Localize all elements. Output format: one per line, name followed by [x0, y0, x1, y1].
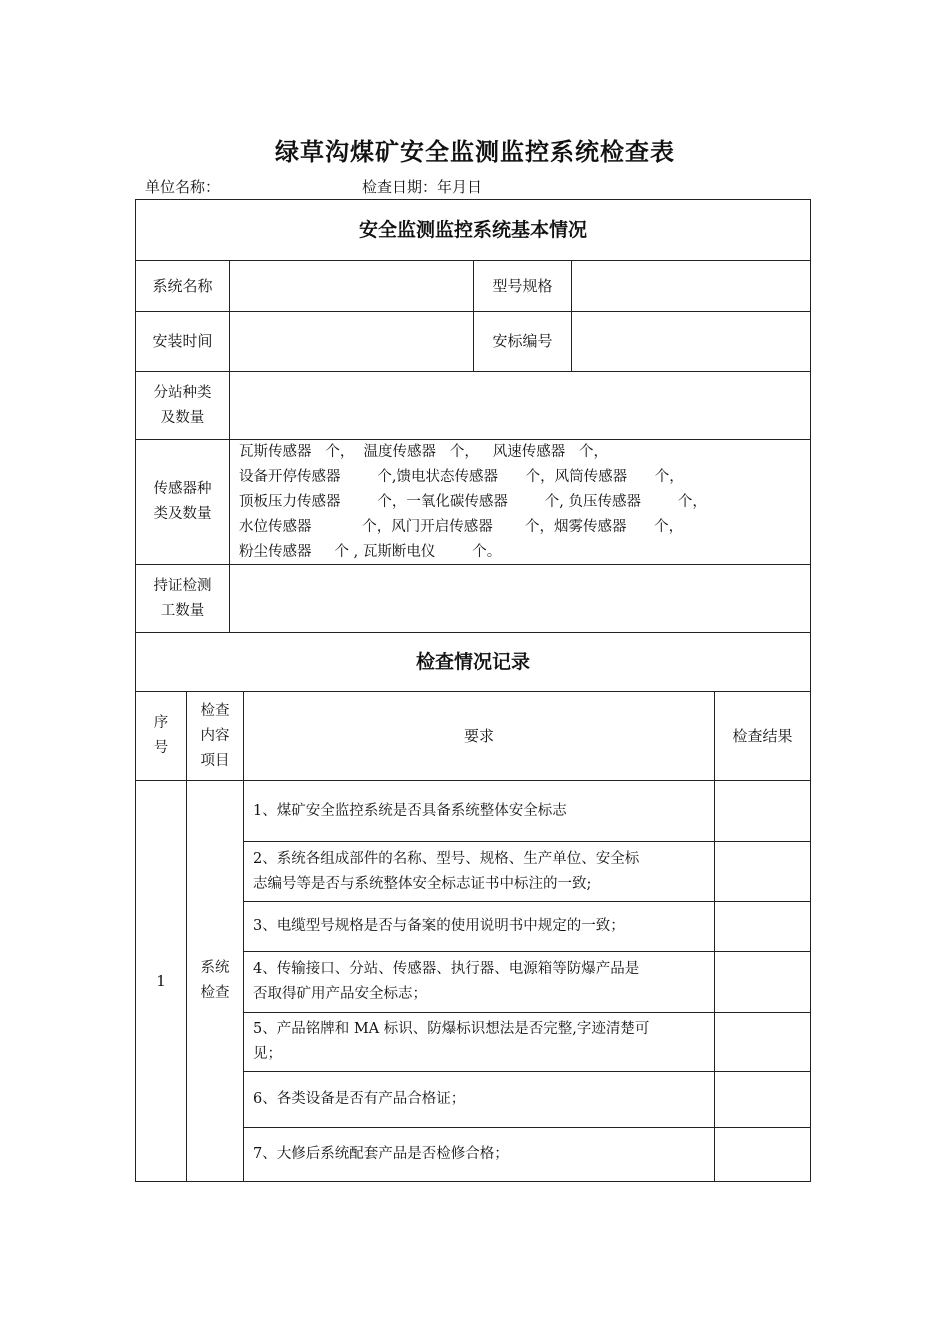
requirement-text: 4、传输接口、分站、传感器、执行器、电源箱等防爆产品是	[253, 961, 640, 977]
sensor-line: 水位传感器 个，风门开启传感器 个，烟雾传感器 个，	[239, 518, 684, 535]
model-spec-label: 型号规格	[473, 260, 572, 312]
model-spec-field[interactable]	[571, 260, 811, 312]
result-cell[interactable]	[714, 780, 811, 842]
result-cell[interactable]	[714, 951, 811, 1013]
substation-field[interactable]	[229, 371, 811, 440]
sensor-line: 瓦斯传感器 个， 温度传感器 个， 风速传感器 个，	[239, 443, 609, 460]
sensor-label	[135, 439, 230, 565]
col-no-line2: 号	[153, 740, 169, 756]
col-item-line2: 内容	[200, 727, 230, 744]
requirement-text: 1、煤矿安全监控系统是否具备系统整体安全标志	[253, 802, 567, 819]
requirement-row	[243, 1127, 715, 1182]
requirement-text: 见；	[253, 1046, 282, 1062]
requirement-row	[243, 841, 715, 902]
sensor-list[interactable]	[229, 439, 811, 565]
col-result-header: 检查结果	[714, 691, 811, 781]
substation-label-line2: 及数量	[160, 409, 205, 426]
system-name-label: 系统名称	[135, 260, 230, 312]
certified-label	[135, 564, 230, 633]
row-number: 1	[135, 780, 187, 1182]
certified-field[interactable]	[229, 564, 811, 633]
system-name-field[interactable]	[229, 260, 474, 312]
col-item-line1: 检查	[200, 702, 230, 719]
requirement-row	[243, 1071, 715, 1128]
result-cell[interactable]	[714, 841, 811, 902]
result-cell[interactable]	[714, 901, 811, 952]
substation-label-line1: 分站种类	[153, 384, 212, 401]
unit-name-label: 单位名称：	[145, 178, 221, 196]
requirement-row	[243, 951, 715, 1013]
col-item-line3: 项目	[200, 752, 230, 769]
check-date-label: 检查日期：年月日	[362, 178, 483, 196]
requirement-text: 3、电缆型号规格是否与备案的使用说明书中规定的一致；	[253, 918, 625, 934]
requirement-text: 5、产品铭牌和 MA 标识、防爆标识想法是否完整,字迹清楚可	[253, 1021, 650, 1037]
col-requirement-header: 要求	[243, 691, 715, 781]
substation-label	[135, 371, 230, 440]
requirement-row	[243, 901, 715, 952]
safety-no-field[interactable]	[571, 311, 811, 372]
col-item-header	[186, 691, 244, 781]
install-time-field[interactable]	[229, 311, 474, 372]
page-title: 绿草沟煤矿安全监测监控系统检查表	[275, 138, 675, 166]
sensor-line: 设备开停传感器 个,馈电状态传感器 个，风筒传感器 个，	[239, 468, 684, 485]
requirement-row	[243, 1012, 715, 1072]
requirement-text: 2、系统各组成部件的名称、型号、规格、生产单位、安全标	[253, 850, 640, 867]
requirement-text: 志编号等是否与系统整体安全标志证书中标注的一致;	[253, 875, 592, 892]
requirement-row	[243, 780, 715, 842]
result-cell[interactable]	[714, 1012, 811, 1072]
sensor-line: 粉尘传感器 个 , 瓦斯断电仪 个。	[239, 543, 502, 560]
row-item-line1: 系统	[200, 960, 230, 976]
col-no-line1: 序	[153, 715, 169, 731]
sensor-label-line1: 传感器种	[153, 481, 212, 497]
certified-label-line2: 工数量	[160, 602, 205, 619]
row-item-line2: 检查	[200, 985, 230, 1001]
sensor-label-line2: 类及数量	[153, 506, 212, 522]
requirement-text: 7、大修后系统配套产品是否检修合格；	[253, 1146, 509, 1162]
install-time-label: 安装时间	[135, 311, 230, 372]
row-item	[186, 780, 244, 1182]
certified-label-line1: 持证检测	[153, 577, 212, 594]
requirement-text: 否取得矿用产品安全标志；	[253, 986, 427, 1002]
record-section-heading: 检查情况记录	[135, 632, 811, 692]
result-cell[interactable]	[714, 1071, 811, 1128]
safety-no-label: 安标编号	[473, 311, 572, 372]
col-no-header	[135, 691, 187, 781]
requirement-text: 6、各类设备是否有产品合格证；	[253, 1091, 466, 1107]
sensor-line: 顶板压力传感器 个，一氧化碳传感器 个, 负压传感器 个，	[239, 493, 707, 510]
basic-section-heading: 安全监测监控系统基本情况	[135, 199, 811, 261]
result-cell[interactable]	[714, 1127, 811, 1182]
